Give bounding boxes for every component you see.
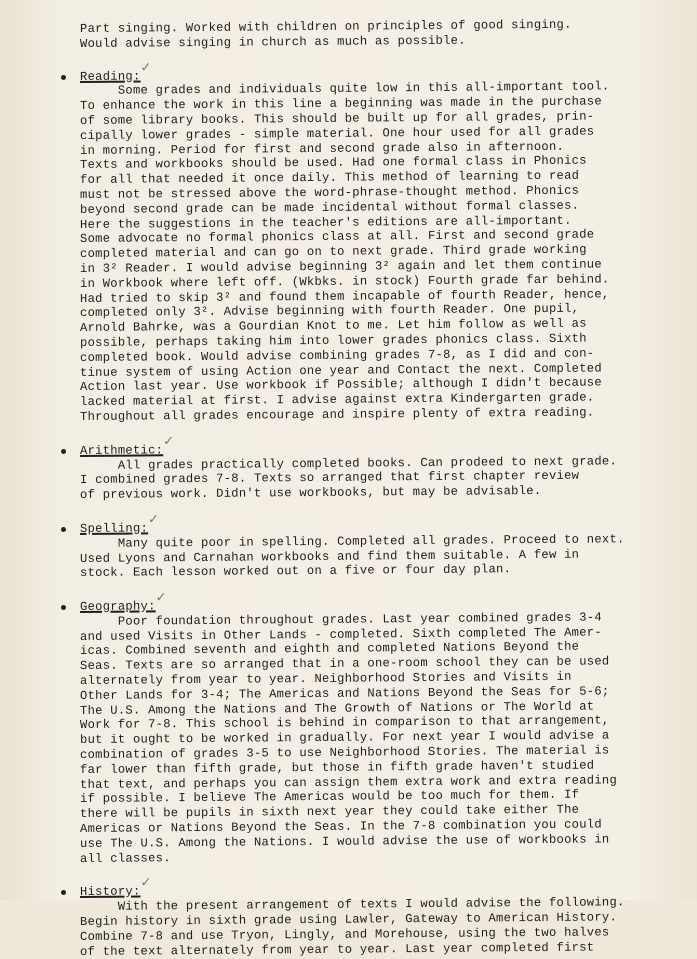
- bullet-icon: [61, 75, 66, 80]
- section-reading: [79, 59, 667, 425]
- text-line: use The U.S. Among the Nations. I would advise the use of workbooks in: [79, 832, 610, 851]
- section-spelling: [79, 512, 667, 581]
- text-line: lacked material at first. I advise against extra Kindergarten grade.: [79, 390, 595, 410]
- text-line: Americas or Nations Beyond the Seas. In the 7-8 combination you could: [79, 817, 602, 837]
- bullet-icon: [61, 527, 66, 532]
- text-line: The U.S. Among the Nations and The Growth of Nations or The World at: [79, 699, 595, 718]
- text-line: stock. Each lesson worked out on a five or four day plan.: [79, 562, 512, 581]
- text-line: in Workbook where left off. (Wkbks. in stock) Fourth grade far behind.: [79, 272, 610, 291]
- check-mark-icon: ✓: [147, 512, 160, 528]
- text-line: combination of grades 3-5 to use Neighborhood Stories. The material is: [79, 743, 610, 763]
- text-line: that text, and perhaps you can assign them extra work and extra reading: [79, 772, 618, 792]
- text-line: I combined grades 7-8. Texts so arranged that first chapter review: [79, 468, 580, 488]
- check-mark-icon: ✓: [155, 590, 167, 606]
- text-line: completed only 3². Advise beginning with fourth Reader. One pupil,: [79, 301, 580, 321]
- text-line: of previous work. Didn't use workbooks, but may be advisable.: [79, 484, 542, 503]
- text-line: Texts and workbooks should be used. Had one formal class in Phonics: [79, 153, 587, 173]
- text-line: Seas. Texts are so arranged that in a one-room school they can be used: [79, 654, 610, 674]
- text-line: of the text alternately from year to year. Last year completed first: [79, 940, 595, 959]
- text-line: in 3² Reader. I would advise beginning 3² again and let them continue: [79, 257, 602, 276]
- section-heading: Spelling:: [79, 521, 149, 536]
- text-line: Work for 7-8. This school is behind in comparison to that arrangement,: [79, 713, 610, 733]
- section-heading: Arithmetic:: [79, 442, 164, 458]
- text-line: Part singing. Worked with children on principles of good singing.: [79, 17, 572, 36]
- section-heading: History:: [79, 884, 141, 900]
- section-history: [79, 875, 667, 959]
- text-line: Had tried to skip 3² and found them incapable of fourth Reader, hence,: [79, 286, 610, 306]
- check-mark-icon: ✓: [140, 59, 152, 76]
- intro-paragraph: [79, 17, 667, 52]
- text-line: beyond second grade can be made incidental without formal classes.: [79, 198, 580, 217]
- text-line: far lower than fifth grade, but those in fifth grade haven't studied: [79, 758, 595, 777]
- text-line: icas. Combined seventh and eighth and completed Nations Beyond the: [79, 640, 580, 659]
- text-line: Arnold Bahrke, was a Gourdian Knot to me. Let him follow as well as: [79, 316, 587, 336]
- text-line: Action last year. Use workbook if Possible; although I didn't because: [79, 375, 602, 395]
- check-mark-icon: ✓: [163, 433, 175, 449]
- bullet-icon: [61, 449, 66, 454]
- section-geography: [79, 590, 667, 866]
- text-line: tinue system of using Action one year and Contact the next. Completed: [79, 360, 602, 380]
- text-line: cipally lower grades - simple material. One hour used for all grades: [79, 124, 595, 143]
- bullet-icon: [61, 890, 66, 895]
- text-line: Throughout all grades encourage and inspire plenty of extra reading.: [79, 405, 595, 424]
- text-line: alternately from year to year. Neighborhood Stories and Visits in: [79, 669, 572, 689]
- text-line: Would advise singing in church as much as possible.: [79, 33, 466, 51]
- bullet-icon: [61, 605, 66, 610]
- section-heading: Geography:: [79, 599, 156, 615]
- text-line: but it ought to be worked in gradually. For next year I would advise a: [79, 728, 610, 748]
- text-line: Other Lands for 3-4; The Americas and Nations Beyond the Seas for 5-6;: [79, 684, 610, 703]
- text-line: Used Lyons and Carnahan workbooks and find them suitable. A few in: [79, 547, 580, 566]
- text-line: Here the suggestions in the teacher's editions are all-important.: [79, 213, 572, 232]
- text-line: Begin history in sixth grade using Lawler, Gateway to American History.: [79, 910, 618, 930]
- text-line: completed book. Would advise combining grades 7-8, as I did and con-: [79, 346, 595, 365]
- text-line: All grades practically completed books. Can prodeed to next grade.: [79, 453, 618, 473]
- section-arithmetic: [79, 433, 667, 503]
- text-line: must not be stressed above the word-phrase-thought method. Phonics: [79, 183, 580, 202]
- text-line: there will be pupils in sixth next year they could take either The: [79, 802, 580, 822]
- text-line: for all that needed it once daily. This method of learning to read: [79, 168, 580, 188]
- text-line: Some advocate no formal phonics class at all. First and second grade: [79, 227, 595, 247]
- text-line: if possible. I believe The Americas would be too much for them. If: [79, 788, 580, 807]
- text-line: in morning. Period for first and second grade also in afternoon.: [79, 139, 565, 158]
- text-line: Combine 7-8 and use Tryon, Lingly, and Morehouse, using the two halves: [79, 925, 610, 944]
- text-line: of some library books. This should be built up for all grades, prin-: [79, 109, 595, 128]
- text-line: all classes.: [79, 850, 171, 866]
- text-line: To enhance the work in this line a beginning was made in the purchase: [79, 94, 602, 114]
- text-line: Poor foundation throughout grades. Last year combined grades 3-4: [79, 610, 602, 629]
- text-line: Many quite poor in spelling. Completed all grades. Proceed to next.: [79, 531, 625, 551]
- text-line: With the present arrangement of texts I would advise the following.: [79, 895, 625, 915]
- text-line: completed material and can go on to next grade. Third grade working: [79, 242, 587, 262]
- check-mark-icon: ✓: [140, 875, 152, 891]
- text-line: Some grades and individuals quite low in this all-important tool.: [79, 79, 610, 99]
- text-line: and used Visits in Other Lands - completed. Sixth completed The Amer-: [79, 625, 602, 644]
- text-line: possible, perhaps taking him into lower grades phonics class. Sixth: [79, 331, 587, 350]
- section-heading: Reading:: [79, 69, 141, 84]
